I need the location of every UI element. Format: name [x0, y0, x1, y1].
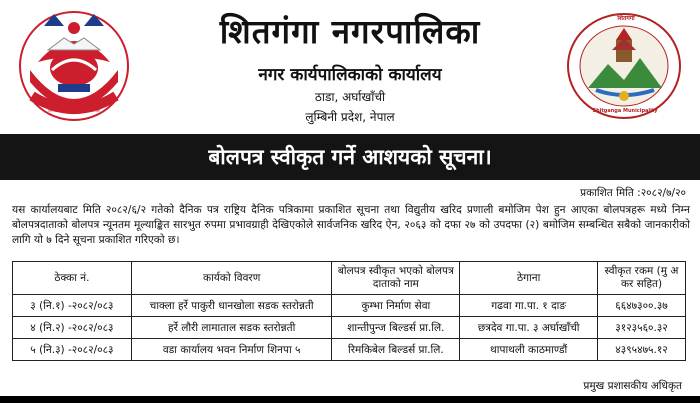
- cell-bidder-name: शान्तीपुन्ज बिल्डर्स प्रा.लि.: [332, 317, 460, 339]
- table-header-row: [13, 262, 686, 295]
- table-row: [13, 295, 686, 317]
- col-header-contract-no: ठेक्का नं.: [13, 262, 132, 295]
- cell-contract-no: ४ (नि.२) -२०८२/०८३: [13, 317, 132, 339]
- municipality-title: शितगंगा नगरपालिका: [219, 12, 481, 51]
- col-header-address: ठेगाना: [460, 262, 598, 295]
- cell-contract-no: ५ (नि.३) -२०८२/०८३: [13, 339, 132, 361]
- cell-amount: ६६४७३००.३७: [598, 295, 686, 317]
- col-header-work-description: कार्यको विवरण: [131, 262, 332, 295]
- cell-work-description: चाक्ला हर्रे पाकुरी धानखोला सडक स्तरोन्नती: [131, 295, 332, 317]
- cell-amount: ३१२३५६०.३२: [598, 317, 686, 339]
- address-line-1: ठाडा, अर्घाखाँची: [314, 90, 386, 104]
- cell-amount: ४३९५४७५.१२: [598, 339, 686, 361]
- cell-contract-no: ३ (नि.१) -२०८२/०८३: [13, 295, 132, 317]
- cell-bidder-name: कुम्भा निर्माण सेवा: [332, 295, 460, 317]
- table-row: [13, 317, 686, 339]
- logo-text-ring: Shitganga Municipality: [592, 108, 658, 114]
- cell-work-description: वडा कार्यालय भवन निर्माण शिनपा ५: [131, 339, 332, 361]
- emblem-motto: जननी जन्मभूमिश्च स्वर्गादपि गरीयसी: [47, 108, 101, 113]
- cell-bidder-name: रिमकिबेल बिल्डर्स प्रा.लि.: [332, 339, 460, 361]
- office-name: नगर कार्यपालिकाको कार्यालय: [258, 65, 442, 85]
- cell-work-description: हर्रे लौरी लामाताल सडक स्तरोन्नती: [131, 317, 332, 339]
- col-header-bidder-name: बोलपत्र स्वीकृत भएको बोलपत्र दाताको नाम: [332, 262, 460, 295]
- address-line-2: लुम्बिनी प्रदेश, नेपाल: [305, 110, 395, 124]
- logo-text-top: शितगंगा: [617, 15, 635, 22]
- bid-table: [12, 261, 686, 361]
- cell-address: छत्रदेव गा.पा. ३ अर्घाखाँची: [460, 317, 598, 339]
- notice-body: यस कार्यालयबाट मिति २०८२/६/२ गतेको दैनिक पत्र राष्ट्रिय दैनिक पत्रिकामा प्रकाशित सूचना तथा विद्युतीय खरिद प्रणाली बमोजिम पेश हुन आएका बोलपत्रहरू मध्ये निम्न बोलपत्रदाताको बोलपत्र न्यूनतम मूल्याङ्कित सारभुत रुपमा प्रभावग्राही देखिएकोले सार्वजनिक खरिद ऐन, २०६३ को दफा २७ को उपदफा (२) बमोजिम सम्बन्धित सबैको जानकारीको लागि यो ७ दिने सूचना प्रकाशित गरिएको छ।: [12, 204, 690, 246]
- municipality-logo-icon: [566, 12, 682, 120]
- table-row: [13, 339, 686, 361]
- published-date: प्रकाशित मिति :२०८२/७/२०: [580, 187, 686, 199]
- signatory-title: प्रमुख प्रशासकीय अधिकृत: [583, 380, 682, 392]
- notice-heading: बोलपत्र स्वीकृत गर्ने आशयको सूचना।: [0, 134, 700, 180]
- cell-address: गढवा गा.पा. १ दाङ: [460, 295, 598, 317]
- cell-address: थापाथली काठमाण्डौं: [460, 339, 598, 361]
- letterhead: [0, 0, 700, 132]
- bottom-border: [0, 396, 700, 403]
- col-header-approved-amount: स्वीकृत रकम (मु अ कर सहित): [598, 262, 686, 295]
